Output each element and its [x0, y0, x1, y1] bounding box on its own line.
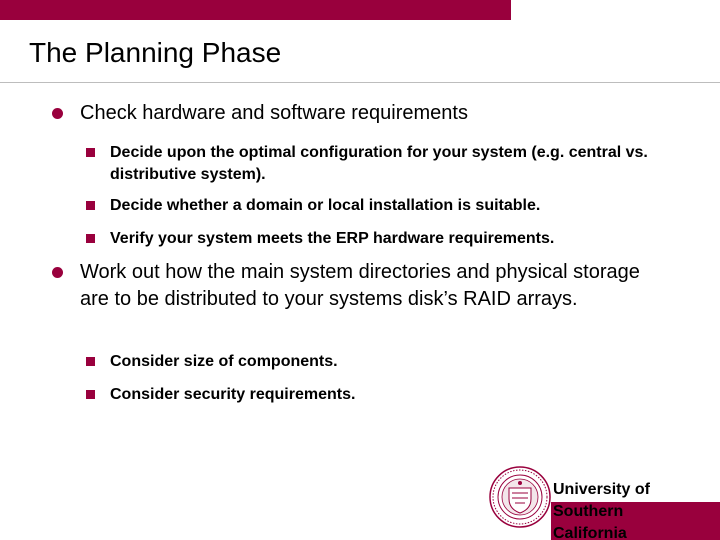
bullet-dot-icon	[52, 108, 63, 119]
top-accent-bar	[0, 0, 511, 20]
subbullet-1-3	[110, 228, 670, 250]
bullet-1-text: Check hardware and software requirements	[80, 102, 468, 124]
subbullet-2-2-text: Consider security requirements.	[110, 386, 356, 403]
bullet-2	[80, 259, 665, 313]
subbullet-1-2	[110, 195, 670, 217]
bullet-square-icon	[86, 234, 95, 243]
subbullet-1-1-text: Decide upon the optimal configuration for your system (e.g. central vs. distributive system).	[110, 144, 648, 183]
title-divider	[0, 82, 720, 83]
bullet-dot-icon	[52, 267, 63, 278]
bullet-2-text: Work out how the main system directories and physical storage are to be distributed to your systems disk’s RAID arrays.	[80, 261, 640, 310]
bullet-1	[80, 100, 680, 127]
subbullet-2-1	[110, 351, 670, 373]
university-line-2: Southern	[553, 503, 624, 520]
subbullet-2-1-text: Consider size of components.	[110, 353, 338, 370]
slide-title: The Planning Phase	[29, 37, 282, 68]
university-name	[553, 479, 650, 540]
university-seal-icon	[489, 466, 551, 528]
bullet-square-icon	[86, 201, 95, 210]
subbullet-2-2	[110, 384, 670, 406]
bullet-square-icon	[86, 148, 95, 157]
subbullet-1-2-text: Decide whether a domain or local installation is suitable.	[110, 197, 541, 214]
bullet-square-icon	[86, 357, 95, 366]
subbullet-1-1	[110, 142, 670, 186]
university-line-3: California	[553, 525, 627, 540]
subbullet-1-3-text: Verify your system meets the ERP hardware requirements.	[110, 230, 555, 247]
bullet-square-icon	[86, 390, 95, 399]
university-line-1: University of	[553, 481, 650, 498]
